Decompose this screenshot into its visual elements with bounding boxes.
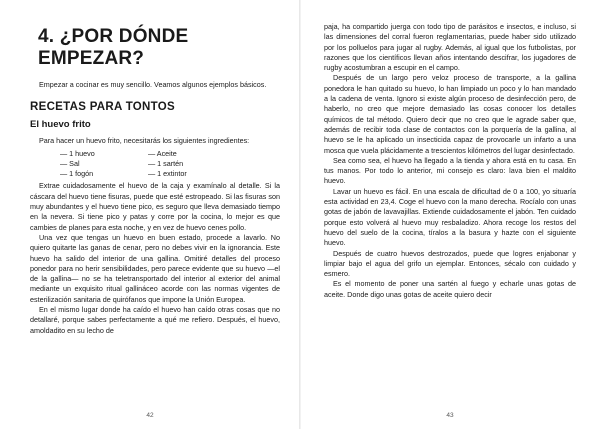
ingredient-item: — 1 sartén: [148, 158, 184, 168]
ingredient-item: — 1 huevo: [60, 148, 95, 158]
body-paragraph: Una vez que tengas un huevo en buen estado, procede a lavarlo. No quiero quitarte las ganas de cenar, pero no debes vivir en la ignorancia. Este huevo ha salido del interior de una gallina. Omitiré detalles del proceso ponedor para no herir sensibilidades, pero parece evidente que su huevo —el de la gallina— no se ha teletransportado del interior al exterior del animal mediante un exquisito ritual gallináceo acorde con las normas vigentes de esterilización sanitaria de quirófanos que impone la Unión Europea.: [30, 232, 280, 304]
ingredients-list: [60, 149, 280, 180]
body-paragraph: Lavar un huevo es fácil. En una escala de dificultad de 0 a 100, yo situaría esta actividad en 23,4. Coge el huevo con la mano derecha. Rocíalo con unas gotas de jabón de lavavajillas. Extiende cuidadosamente el jabón. Ten cuidado porque esto volverá al huevo muy resbaladizo. Ahora recoge los restos del huevo del suelo de la cocina, tíralos a la basura y hazte con el siguiente huevo.: [324, 186, 576, 248]
subsection-title: El huevo frito: [30, 119, 91, 131]
body-paragraph: Sea como sea, el huevo ha llegado a la tienda y ahora está en tu casa. En tus manos. Por todo lo anterior, mi consejo es claro: lava bien el maldito huevo.: [324, 155, 576, 186]
right-page: [300, 0, 600, 429]
ingredient-item: — Sal: [60, 158, 80, 168]
section-title: RECETAS PARA TONTOS: [30, 101, 175, 114]
body-paragraph: Después de cuatro huevos destrozados, puede que logres enjabonar y limpiar bajo el agua del grifo un ejemplar. Entonces, sécalo con cuidado y esmero.: [324, 248, 576, 279]
ingredient-item: — 1 fogón: [60, 169, 94, 179]
body-paragraph: Es el momento de poner una sartén al fuego y echarle unas gotas de aceite. Donde digo unas gotas de aceite quiero decir: [324, 279, 576, 299]
page-number: 43: [446, 412, 454, 419]
body-paragraph: Después de un largo pero veloz proceso de transporte, a la gallina ponedora le han quitado su huevo, lo han limpiado un poco y lo han mandado a la cadena de venta. Ignoro si existe algún proceso de desinfección pero, de haberlo, no creo que mejore demasiado las cosas conocer los detalles químicos de tal método. Quiero decir que no creo que le agrade saber que, además de recibir toda clase de contactos con la porquería de la gallina, al huevo se le ha aplicado un insecticida capaz de provocarle un infarto a una mosca que vuela plácidamente a trescientos kilómetros del lugar desinfectado.: [324, 73, 576, 155]
ingredient-item: — Aceite: [148, 148, 177, 158]
page-number: 42: [146, 412, 154, 419]
body-paragraph: En el mismo lugar donde ha caído el huevo han caído otras cosas que no detallaré, porque sabes perfectamente a qué me refiero. Después, el huevo, amoldadito en su lecho de: [30, 305, 280, 335]
body-paragraph: Extrae cuidadosamente el huevo de la caja y examínalo al detalle. Si la cáscara del huevo tiene fisuras, puede que esté estropeado. Si las fisuras son muy abundantes y el huevo tiene pico, es seguro que lleva demasiado tiempo en la nevera. Si tiene pico y patas y corre por la cocina, lo mejor es que cambies de planes para esta noche, y en vez de huevo cenes pollo.: [30, 181, 280, 232]
ingredients-intro: Para hacer un huevo frito, necesitarás los siguientes ingredientes:: [39, 136, 250, 146]
body-paragraph: paja, ha compartido juerga con todo tipo de parásitos e insectos, e incluso, si las dimensiones del corral fueron reglamentarias, puede haber sido utilizado por los polluelos para jugar al rugby. Además, al igual que los futbolistas, por razones que los científicos llevan años intentando descifrar, los jugadores de rugby acostumbran a escupir en el campo.: [324, 22, 576, 73]
ingredient-item: — 1 extintor: [148, 169, 187, 179]
intro-paragraph: Empezar a cocinar es muy sencillo. Veamos algunos ejemplos básicos.: [39, 80, 267, 89]
chapter-title: 4. ¿POR DÓNDE EMPEZAR?: [38, 26, 189, 69]
